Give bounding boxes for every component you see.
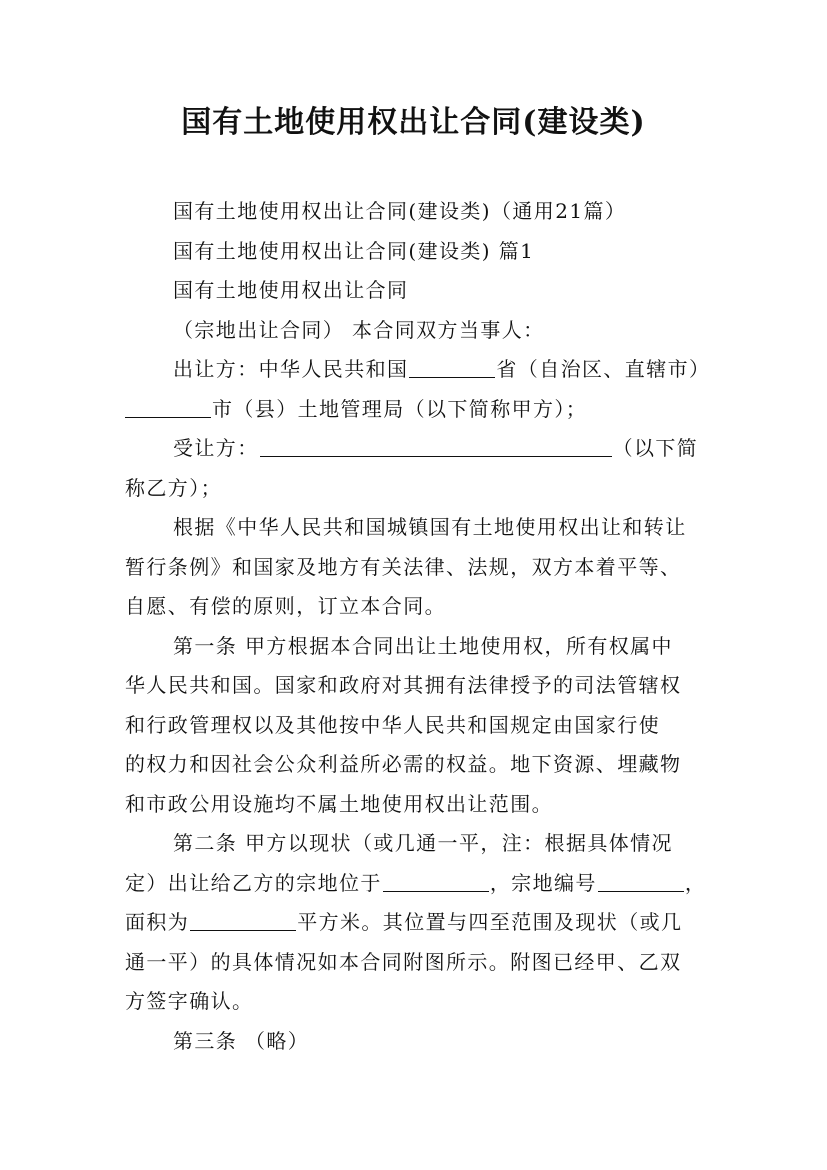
paragraph-line: 国有土地使用权出让合同(建设类)（通用21篇） — [173, 199, 627, 223]
parcel-location-label: 定）出让给乙方的宗地位于 — [125, 870, 382, 895]
paragraph-line: 通一平）的具体情况如本合同附图所示。附图已经甲、乙双 — [125, 949, 682, 974]
article-3-line: 第三条 （略） — [173, 1028, 310, 1053]
grantee-blank — [260, 436, 612, 457]
article-1-line: 第一条 甲方根据本合同出让土地使用权，所有权属中 — [173, 633, 673, 658]
document-body — [125, 192, 715, 1061]
parcel-area-label: 面积为 — [125, 910, 190, 934]
grantor-line-2 — [125, 390, 715, 430]
grantor-label: 出让方：中华人民共和国 — [173, 357, 409, 381]
parcel-location-line — [125, 864, 715, 904]
city-blank — [125, 397, 211, 418]
city-suffix: 市（县）土地管理局（以下简称甲方）； — [212, 396, 588, 421]
parcel-area-line — [125, 903, 715, 943]
article-2-line: 第二条 甲方以现状（或几通一平，注：根据具体情况 — [173, 831, 673, 855]
grantee-suffix: （以下简 — [612, 436, 699, 460]
paragraph-line: 方签字确认。 — [125, 989, 254, 1013]
parcel-number-suffix: ， — [684, 870, 707, 895]
paragraph-line: 和行政管理权以及其他按中华人民共和国规定由国家行使 — [125, 712, 660, 737]
document-title: 国有土地使用权出让合同(建设类) — [181, 105, 646, 140]
paragraph-line: 自愿、有偿的原则，订立本合同。 — [125, 594, 446, 618]
grantee-line — [125, 429, 715, 469]
paragraph-line: 国有土地使用权出让合同 — [173, 278, 409, 302]
paragraph-line: 暂行条例》和国家及地方有关法律、法规，双方本着平等、 — [125, 554, 682, 579]
paragraph-line: 国有土地使用权出让合同(建设类) 篇1 — [173, 238, 535, 263]
paragraph-line: 和市政公用设施均不属土地使用权出让范围。 — [125, 791, 553, 816]
province-blank — [409, 357, 495, 378]
paragraph-line: 华人民共和国。国家和政府对其拥有法律授予的司法管辖权 — [125, 673, 682, 697]
parcel-area-suffix: 平方米。其位置与四至范围及现状（或几 — [297, 910, 683, 934]
paragraph-line: 的权力和因社会公众利益所必需的权益。地下资源、埋藏物 — [125, 752, 682, 776]
parcel-number-label: ，宗地编号 — [489, 870, 597, 895]
parcel-location-blank — [383, 871, 489, 892]
grantor-line — [125, 350, 715, 390]
province-suffix: 省（自治区、直辖市） — [496, 357, 711, 381]
grantee-label: 受让方： — [173, 436, 259, 460]
paragraph-line: 根据《中华人民共和国城镇国有土地使用权出让和转让 — [173, 515, 687, 539]
parcel-area-blank — [190, 910, 296, 931]
paragraph-line: （宗地出让合同） 本合同双方当事人： — [173, 317, 545, 342]
paragraph-line: 称乙方）； — [125, 475, 222, 500]
parcel-number-blank — [598, 871, 684, 892]
